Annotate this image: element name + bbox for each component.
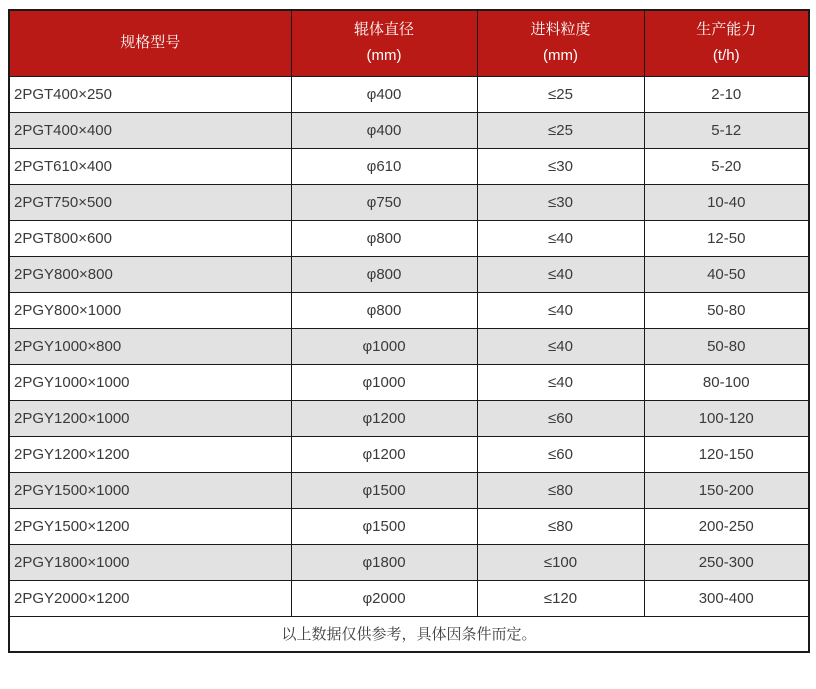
column-header-label: 进料粒度 [530, 21, 591, 39]
cell-feed-size: ≤25 [477, 112, 644, 148]
cell-roller-diameter: φ750 [291, 184, 477, 220]
cell-roller-diameter: φ610 [291, 148, 477, 184]
column-header-label: 辊体直径 [353, 21, 414, 39]
cell-capacity: 300-400 [644, 580, 809, 616]
cell-roller-diameter: φ1000 [291, 364, 477, 400]
header-row [9, 10, 809, 76]
cell-feed-size: ≤40 [477, 220, 644, 256]
cell-roller-diameter: φ2000 [291, 580, 477, 616]
cell-model: 2PGY1200×1000 [9, 400, 291, 436]
cell-capacity: 50-80 [644, 292, 809, 328]
column-header-unit: (mm) [366, 47, 402, 65]
cell-capacity: 10-40 [644, 184, 809, 220]
cell-feed-size: ≤30 [477, 148, 644, 184]
cell-roller-diameter: φ1000 [291, 328, 477, 364]
table-row [9, 256, 809, 292]
cell-capacity: 5-12 [644, 112, 809, 148]
cell-feed-size: ≤40 [477, 292, 644, 328]
cell-capacity: 2-10 [644, 76, 809, 112]
cell-model: 2PGY1000×800 [9, 328, 291, 364]
table-body [9, 76, 809, 616]
cell-roller-diameter: φ400 [291, 76, 477, 112]
cell-capacity: 5-20 [644, 148, 809, 184]
cell-model: 2PGT750×500 [9, 184, 291, 220]
cell-model: 2PGT400×400 [9, 112, 291, 148]
table-row [9, 112, 809, 148]
cell-feed-size: ≤40 [477, 256, 644, 292]
spec-table [8, 9, 810, 653]
cell-capacity: 50-80 [644, 328, 809, 364]
cell-model: 2PGT610×400 [9, 148, 291, 184]
cell-roller-diameter: φ1800 [291, 544, 477, 580]
cell-capacity: 40-50 [644, 256, 809, 292]
column-header-roller-diameter [291, 10, 477, 76]
column-header-label: 生产能力 [696, 21, 757, 39]
table-row [9, 184, 809, 220]
table-row [9, 544, 809, 580]
cell-feed-size: ≤25 [477, 76, 644, 112]
column-header-unit: (t/h) [712, 47, 740, 65]
cell-roller-diameter: φ1200 [291, 436, 477, 472]
cell-capacity: 150-200 [644, 472, 809, 508]
table-row [9, 292, 809, 328]
column-header-feed-size [477, 10, 644, 76]
cell-roller-diameter: φ800 [291, 292, 477, 328]
table-row [9, 328, 809, 364]
cell-model: 2PGY1500×1000 [9, 472, 291, 508]
cell-capacity: 80-100 [644, 364, 809, 400]
column-header-model [9, 10, 291, 76]
cell-capacity: 200-250 [644, 508, 809, 544]
cell-feed-size: ≤100 [477, 544, 644, 580]
cell-feed-size: ≤40 [477, 364, 644, 400]
column-header-unit: (mm) [543, 47, 578, 65]
cell-roller-diameter: φ800 [291, 256, 477, 292]
cell-model: 2PGT800×600 [9, 220, 291, 256]
table-row [9, 436, 809, 472]
cell-roller-diameter: φ1500 [291, 472, 477, 508]
cell-model: 2PGY800×1000 [9, 292, 291, 328]
footnote: 以上数据仅供参考，具体因条件而定。 [9, 616, 809, 652]
column-header-capacity [644, 10, 809, 76]
table-row [9, 400, 809, 436]
table-row [9, 148, 809, 184]
cell-capacity: 12-50 [644, 220, 809, 256]
cell-roller-diameter: φ1500 [291, 508, 477, 544]
table-row [9, 364, 809, 400]
table-row [9, 472, 809, 508]
cell-feed-size: ≤30 [477, 184, 644, 220]
table-row [9, 220, 809, 256]
cell-feed-size: ≤80 [477, 508, 644, 544]
cell-feed-size: ≤80 [477, 472, 644, 508]
cell-roller-diameter: φ800 [291, 220, 477, 256]
cell-capacity: 250-300 [644, 544, 809, 580]
cell-model: 2PGY1200×1200 [9, 436, 291, 472]
table-row [9, 508, 809, 544]
cell-feed-size: ≤60 [477, 400, 644, 436]
cell-roller-diameter: φ400 [291, 112, 477, 148]
cell-feed-size: ≤120 [477, 580, 644, 616]
cell-model: 2PGY800×800 [9, 256, 291, 292]
cell-model: 2PGY2000×1200 [9, 580, 291, 616]
footnote-row [9, 616, 809, 652]
cell-feed-size: ≤40 [477, 328, 644, 364]
cell-model: 2PGY1000×1000 [9, 364, 291, 400]
cell-roller-diameter: φ1200 [291, 400, 477, 436]
cell-model: 2PGT400×250 [9, 76, 291, 112]
table-header [9, 10, 809, 76]
cell-capacity: 120-150 [644, 436, 809, 472]
cell-capacity: 100-120 [644, 400, 809, 436]
table-row [9, 76, 809, 112]
table-row [9, 580, 809, 616]
table-footer [9, 616, 809, 652]
cell-feed-size: ≤60 [477, 436, 644, 472]
cell-model: 2PGY1800×1000 [9, 544, 291, 580]
cell-model: 2PGY1500×1200 [9, 508, 291, 544]
column-header-label: 规格型号 [120, 34, 181, 52]
